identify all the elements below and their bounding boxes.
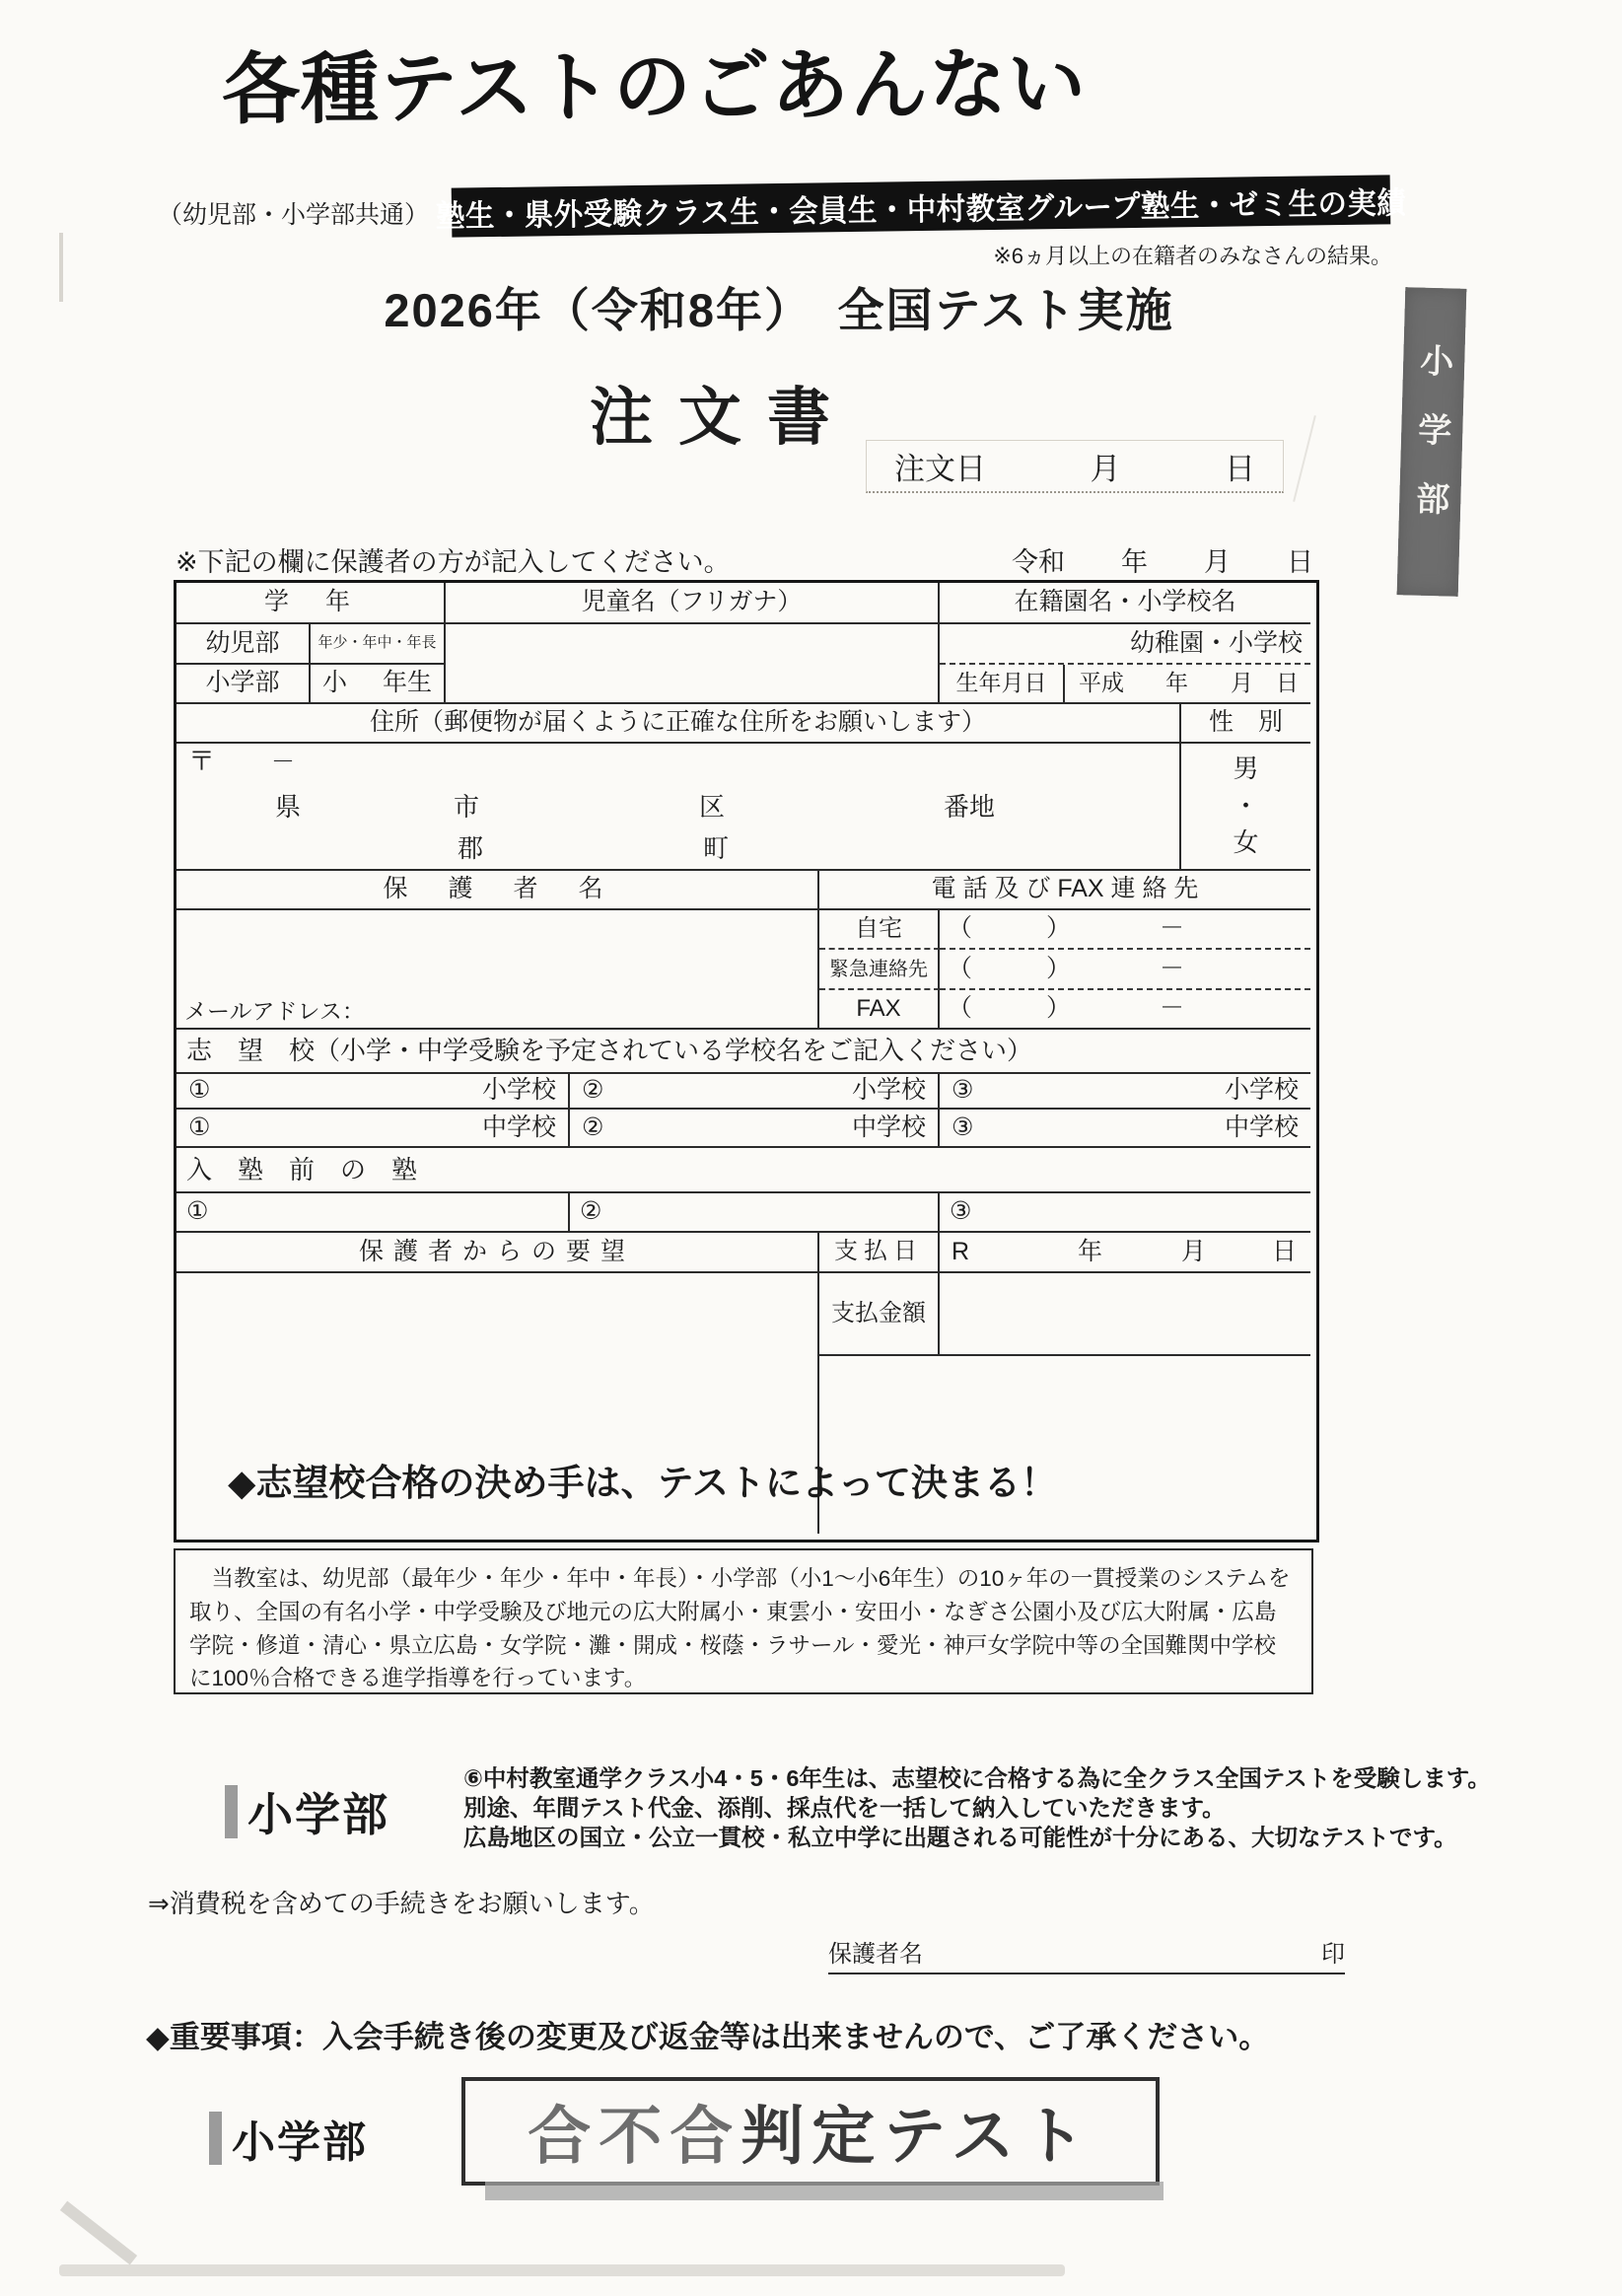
grade-header-cell: 学 年 — [176, 583, 446, 624]
addr-ku-label: 区 — [699, 792, 726, 822]
achievement-banner-text: 塾生・県外受験クラス生・会員生・中村教室グループ塾生・ゼミ生の実績 — [435, 184, 1407, 234]
test-note-line: ⑥中村教室通学クラス小4・5・6年生は、志望校に合格する為に全クラス全国テストを受験します。 — [463, 1765, 1491, 1791]
elementary-badge-bottom — [209, 2107, 368, 2170]
address-input[interactable] — [176, 744, 1181, 871]
test-note-line: 別途、年間テスト代金、添削、採点代を一括して納入していただきます。 — [463, 1795, 1226, 1821]
order-form-table — [174, 580, 1319, 1543]
contact-emergency-value-cell[interactable] — [940, 950, 1310, 990]
circle-2: ② — [582, 1112, 604, 1141]
important-note: ◆重要事項：入会手続き後の変更及び返金等は出来ませんので、ご了承ください。 — [146, 2020, 1270, 2054]
child-name-header-cell: 児童名（フリガナ） — [446, 583, 940, 624]
prep-1-cell[interactable] — [176, 1193, 570, 1233]
page-title: 各種テストのごあんない — [221, 39, 1088, 134]
circle-1: ① — [188, 1112, 211, 1141]
birth-month-label: 月 — [1231, 670, 1253, 696]
guardian-name-input[interactable] — [176, 910, 819, 1030]
era-day-label: 日 — [1287, 547, 1313, 577]
phone-dash: － — [1160, 914, 1185, 943]
contact-emergency-label-cell: 緊急連絡先 — [819, 950, 940, 990]
circle-2: ② — [582, 1076, 604, 1105]
test-notes — [463, 1763, 1548, 1852]
side-tab-label: 小学部 — [1409, 342, 1453, 551]
elementary-badge-label: 小学部 — [247, 1789, 389, 1840]
order-date-month: 月 — [1090, 452, 1121, 486]
kindergarten-options-cell[interactable] — [940, 624, 1310, 665]
birth-year-label: 年 — [1165, 670, 1188, 696]
scan-artifact — [59, 2264, 1065, 2276]
payment-date-value-cell[interactable] — [940, 1233, 1310, 1273]
grade-suffix-label: 年生 — [382, 669, 432, 697]
contact-fax-value-cell[interactable] — [940, 990, 1310, 1030]
prep-3-cell[interactable] — [940, 1193, 1310, 1233]
kindergarten-options-label: 幼稚園・小学校 — [1129, 628, 1303, 657]
order-date-day: 日 — [1225, 452, 1255, 486]
postal-mark: 〒 — [188, 747, 215, 776]
badge-highlight-bar — [209, 2112, 222, 2165]
payment-amount-input[interactable] — [940, 1273, 1310, 1356]
paren-close: ） — [1046, 994, 1072, 1023]
scan-artifact — [1293, 415, 1316, 502]
grade-prefix-label: 小 — [322, 669, 348, 697]
contact-fax-label-cell: FAX — [819, 990, 940, 1030]
addr-banchi-label: 番地 — [944, 792, 996, 822]
elementary-label-cell: 小学部 — [176, 665, 311, 704]
request-header-cell: 保護者からの要望 — [176, 1233, 819, 1273]
era-year-label: 年 — [1121, 547, 1148, 577]
circle-2: ② — [580, 1197, 602, 1226]
child-name-input[interactable] — [446, 624, 940, 704]
test-note-line: 広島地区の国立・公立一貫校・私立中学に出題される可能性が十分にある、大切なテストです。 — [463, 1825, 1457, 1850]
elementary-school-label: 小学校 — [481, 1076, 556, 1105]
phone-dash: － — [1160, 994, 1185, 1023]
gender-options-cell[interactable] — [1181, 744, 1310, 871]
seal-label: 印 — [1321, 1941, 1345, 1968]
achievement-banner — [435, 175, 1407, 237]
junior-high-label: 中学校 — [1224, 1112, 1299, 1141]
era-date-line[interactable] — [1012, 540, 1313, 579]
phone-dash: － — [1160, 954, 1185, 982]
banner-footnote: ※6ヵ月以上の在籍者のみなさんの結果。 — [993, 244, 1392, 268]
gender-male-label: 男 — [1233, 753, 1259, 783]
addr-cho-label: 町 — [703, 833, 730, 863]
elementary-badge-bottom-label: 小学部 — [232, 2118, 368, 2167]
circle-3: ③ — [952, 1076, 974, 1105]
elementary-school-label: 小学校 — [851, 1076, 926, 1105]
gender-header-cell: 性 別 — [1181, 704, 1310, 744]
gender-female-label: 女 — [1233, 827, 1259, 858]
slogan: ◆志望校合格の決め手は、テストによって決まる！ — [228, 1463, 1057, 1503]
scan-artifact — [59, 233, 63, 302]
wish-jh-1-cell[interactable] — [176, 1110, 570, 1148]
circle-1: ① — [188, 1076, 211, 1105]
junior-high-label: 中学校 — [481, 1112, 556, 1141]
guardian-header-cell: 保 護 者 名 — [176, 871, 819, 910]
notice-paragraph: 当教室は、幼児部（最年少・年少・年中・年長）・小学部（小1～小6年生）の10ヶ年の一貫授業のシステムを取り、全国の有名小学・中学受験及び地元の広大附属小・東雲小・安田小・なぎさ公園小及び広大附属・広島学院・修道・清心・県立広島・女学院・灘・開成・桜蔭・ラサール・愛光・神戸女学院中等の全国難関中学校に100％合格できる進学指導を行っています。 — [189, 1566, 1291, 1691]
payment-year-label: 年 — [1078, 1237, 1103, 1265]
paren-open: （ — [948, 914, 973, 943]
email-label: メールアドレス： — [184, 997, 365, 1024]
circle-3: ③ — [950, 1197, 972, 1226]
tax-note: ⇒消費税を含めての手続きをお願いします。 — [148, 1889, 655, 1918]
payment-era-r: R — [952, 1237, 970, 1265]
pass-fail-test-box — [461, 2077, 1160, 2186]
postal-dash: － — [271, 749, 295, 775]
wish-jh-3-cell[interactable] — [940, 1110, 1310, 1148]
guardian-sign-label: 保護者名 — [828, 1941, 923, 1968]
elementary-badge — [225, 1779, 389, 1844]
side-tab-elementary — [1397, 287, 1467, 597]
paren-open: （ — [948, 954, 973, 982]
wish-elem-1-cell[interactable] — [176, 1074, 570, 1110]
preschool-label-cell: 幼児部 — [176, 624, 311, 665]
addr-ken-label: 県 — [275, 792, 302, 822]
test-year-line: 2026年（令和8年） 全国テスト実施 — [384, 284, 1174, 336]
birth-day-label: 日 — [1276, 670, 1299, 696]
era-month-label: 月 — [1204, 547, 1231, 577]
birth-value-cell[interactable] — [1065, 665, 1310, 704]
birth-era-label: 平成 — [1079, 670, 1124, 696]
paren-open: （ — [948, 994, 973, 1023]
circle-1: ① — [186, 1197, 209, 1226]
gender-dot: ・ — [1233, 790, 1259, 821]
payment-date-label-cell: 支払日 — [819, 1233, 940, 1273]
payment-amount-label-cell: 支払金額 — [819, 1273, 940, 1356]
payment-month-label: 月 — [1181, 1237, 1207, 1265]
paren-close: ） — [1046, 914, 1072, 943]
order-form-title: 注文書 — [590, 382, 856, 453]
notice-paragraph-box — [174, 1548, 1313, 1694]
wish-jh-2-cell[interactable] — [570, 1110, 940, 1148]
addr-shi-label: 市 — [454, 792, 480, 822]
birth-label-cell: 生年月日 — [940, 665, 1065, 704]
test-name-part1: 合不合 — [528, 2101, 741, 2172]
payment-note-area[interactable] — [819, 1356, 1310, 1534]
wish-elem-3-cell[interactable] — [940, 1074, 1310, 1110]
common-note: （幼児部・小学部共通） — [158, 201, 430, 229]
fill-instruction: ※下記の欄に保護者の方が記入してください。 — [176, 547, 731, 577]
guardian-signature-line[interactable] — [828, 1935, 1345, 1974]
test-name-part2: 判定テスト — [740, 2101, 1093, 2172]
order-date-label: 注文日 — [894, 452, 986, 486]
addr-gun-label: 郡 — [458, 833, 484, 863]
badge-highlight-bar — [225, 1785, 238, 1838]
school-header-cell: 在籍園名・小学校名 — [940, 583, 1310, 624]
scan-artifact — [60, 2201, 137, 2265]
phone-header-cell: 電 話 及 び FAX 連 絡 先 — [819, 871, 1310, 910]
preschool-grades-cell: 年少・年中・年長 — [311, 624, 446, 665]
order-date-box[interactable] — [866, 440, 1284, 493]
contact-home-value-cell[interactable] — [940, 910, 1310, 950]
contact-home-label-cell: 自宅 — [819, 910, 940, 950]
wish-elem-2-cell[interactable] — [570, 1074, 940, 1110]
circle-3: ③ — [952, 1112, 974, 1141]
elementary-grade-cell[interactable] — [311, 665, 446, 704]
prep-school-header-cell: 入 塾 前 の 塾 — [176, 1148, 1310, 1193]
paren-close: ） — [1046, 954, 1072, 982]
era-label: 令和 — [1012, 547, 1065, 577]
junior-high-label: 中学校 — [851, 1112, 926, 1141]
prep-2-cell[interactable] — [570, 1193, 940, 1233]
elementary-school-label: 小学校 — [1224, 1076, 1299, 1105]
address-header-cell: 住所（郵便物が届くように正確な住所をお願いします） — [176, 704, 1181, 744]
payment-day-label: 日 — [1271, 1237, 1297, 1265]
wish-school-header-cell: 志 望 校（小学・中学受験を予定されている学校名をご記入ください） — [176, 1030, 1310, 1074]
